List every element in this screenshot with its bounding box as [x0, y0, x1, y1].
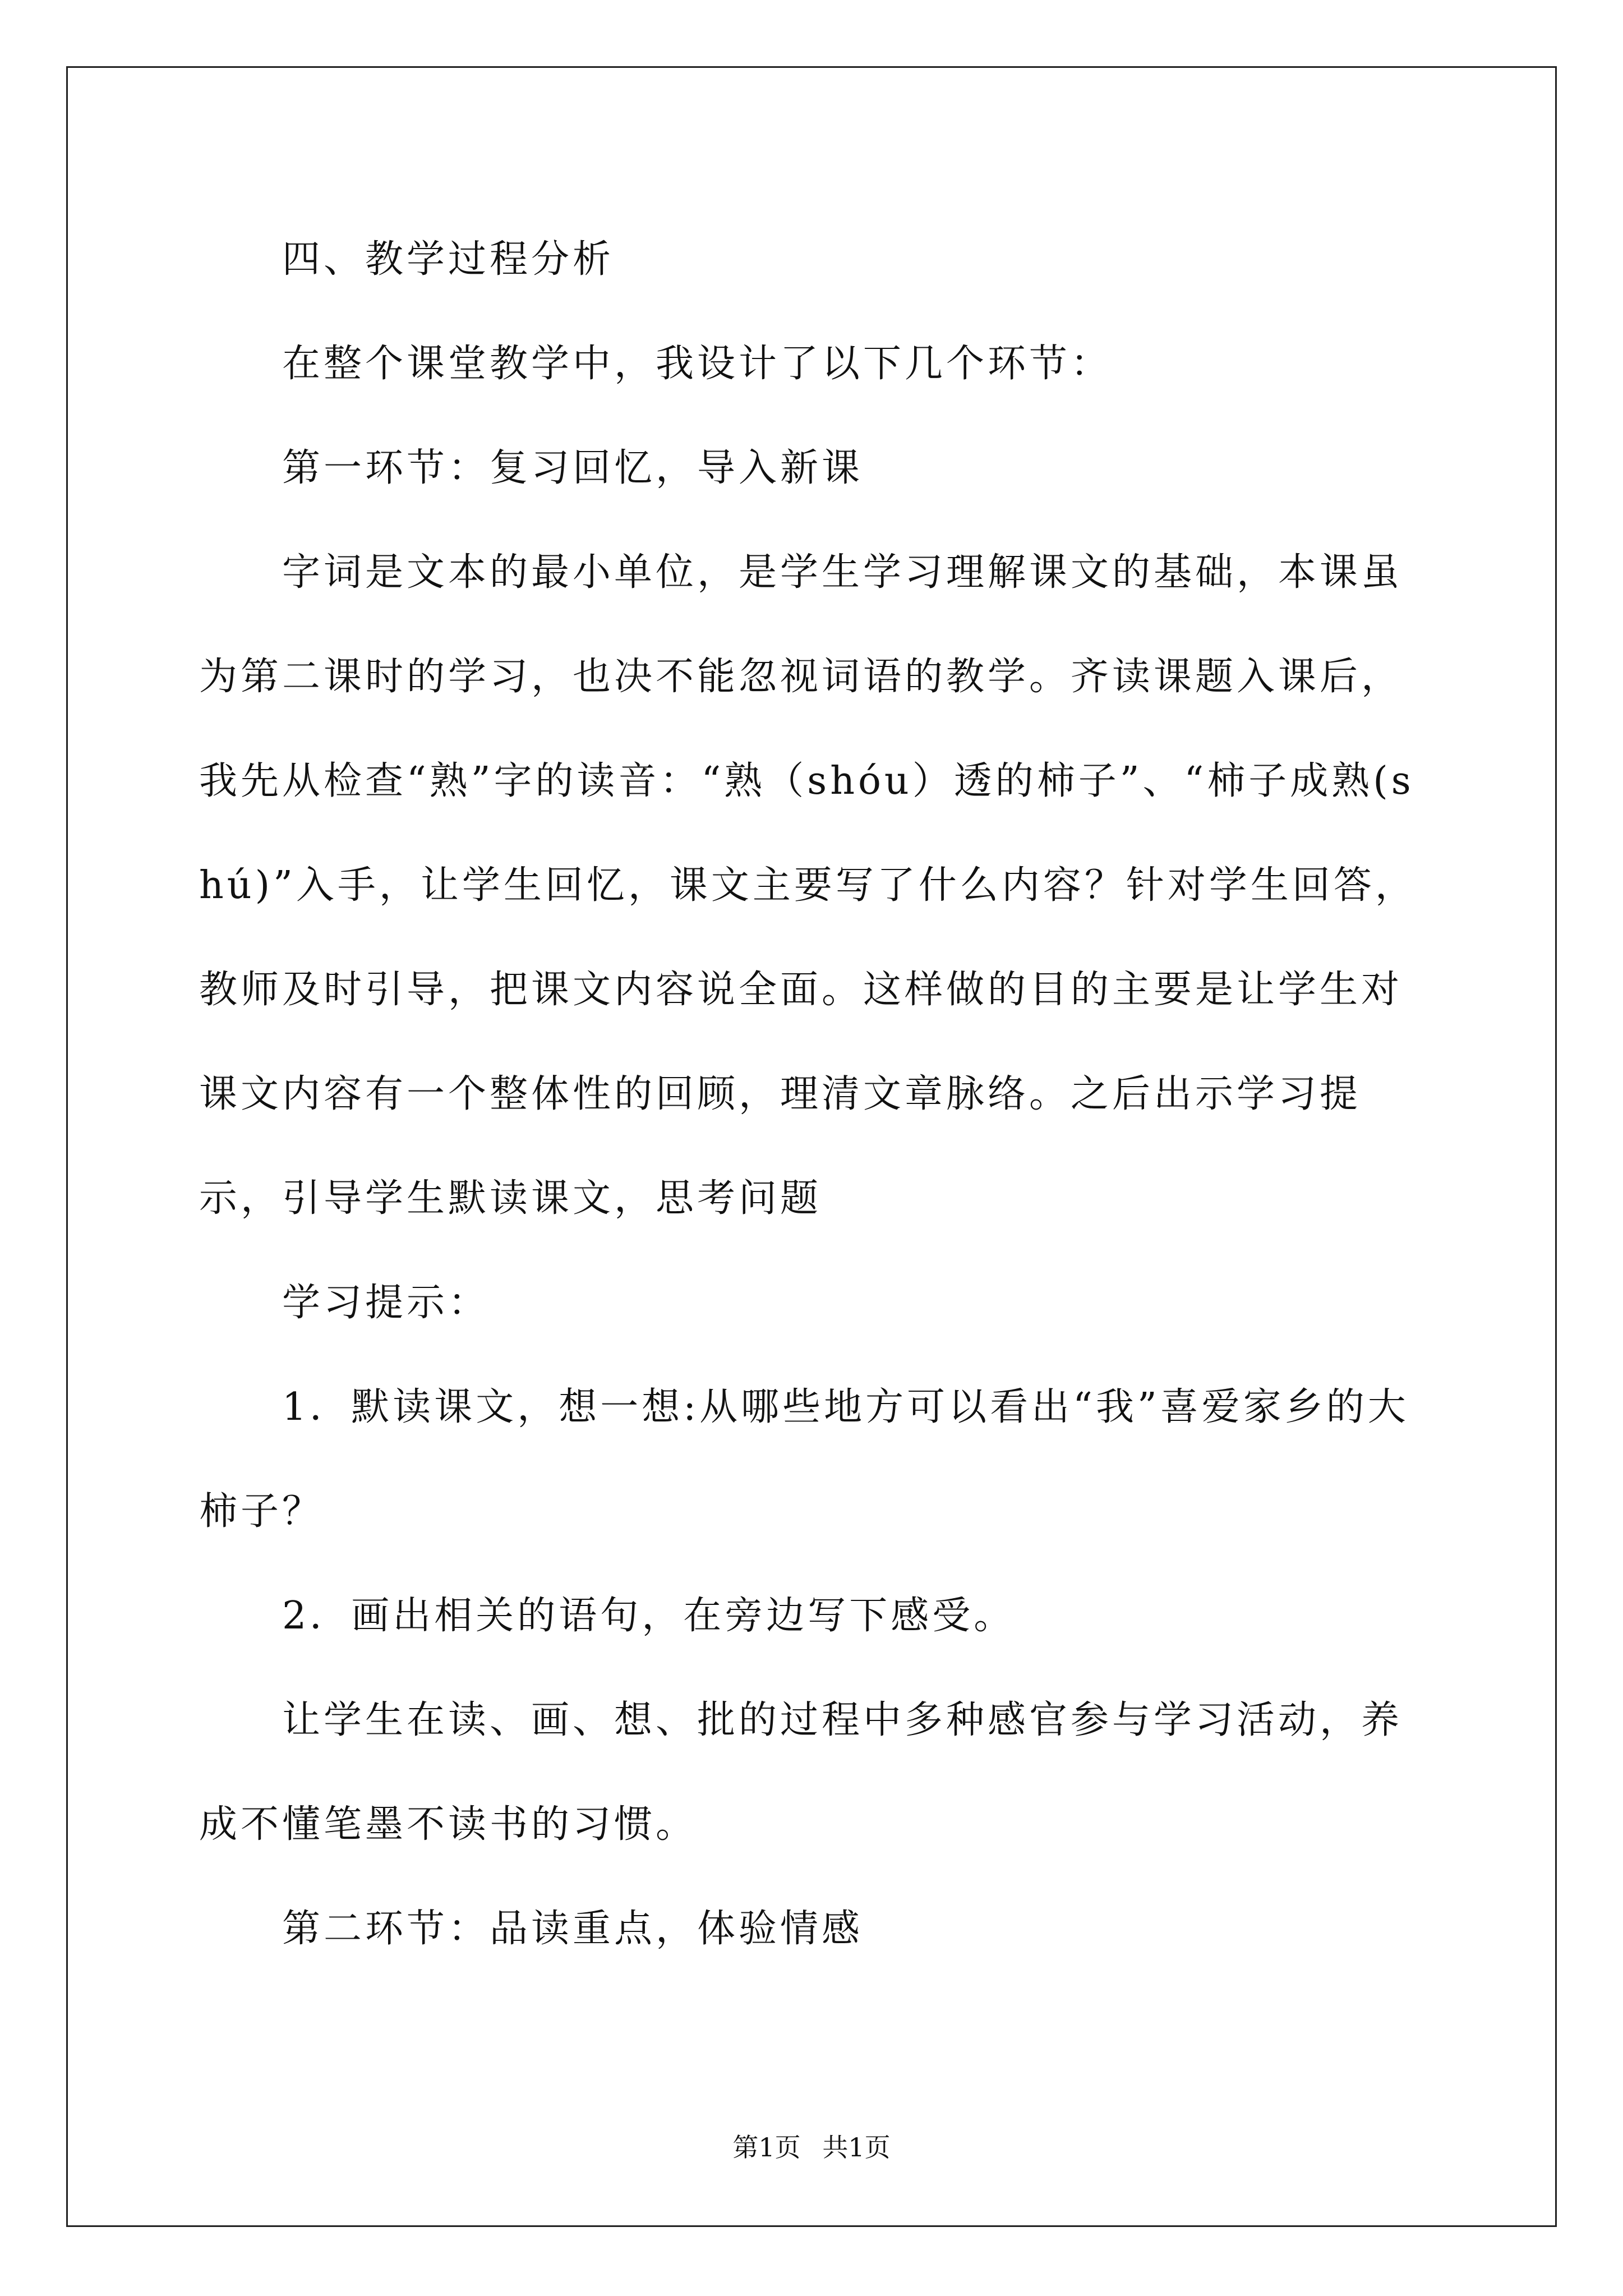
document-body [199, 208, 1433, 1981]
paragraph: 让学生在读、画、想、批的过程中多种感官参与学习活动，养成不懂笔墨不读书的习惯。 [199, 1698, 1403, 1847]
page-total: 共1页 [822, 2132, 891, 2162]
section-heading: 四、教学过程分析 [282, 237, 615, 282]
page-footer [0, 2127, 1623, 2164]
subsection-heading: 第一环节：复习回忆，导入新课 [282, 446, 864, 490]
paragraph: 字词是文本的最小单位，是学生学习理解课文的基础，本课虽为第二课时的学习，也决不能忽视词语的教学。齐读课题入课后，我先从检查“熟”字的读音：“熟（shóu）透的柿子”、“柿子成熟(shú)”入手，让学生回忆，课文主要写了什么内容？针对学生回答，教师及时引导，把课文内容说全面。这样做的目的主要是让学生对课文内容有一个整体性的回顾，理清文章脉络。之后出示学习提示，引导学生默读课文，思考问题 [199, 550, 1417, 1221]
paragraph: 在整个课堂教学中，我设计了以下几个环节： [282, 342, 1113, 386]
paragraph: 学习提示： [282, 1281, 490, 1325]
list-item: 2．画出相关的语句，在旁边写下感受。 [282, 1594, 1016, 1638]
subsection-heading: 第二环节：品读重点，体验情感 [282, 1907, 864, 1951]
page-number: 第1页 [732, 2132, 801, 2162]
list-item: 1．默读课文，想一想:从哪些地方可以看出“我”喜爱家乡的大柿子？ [199, 1385, 1409, 1534]
